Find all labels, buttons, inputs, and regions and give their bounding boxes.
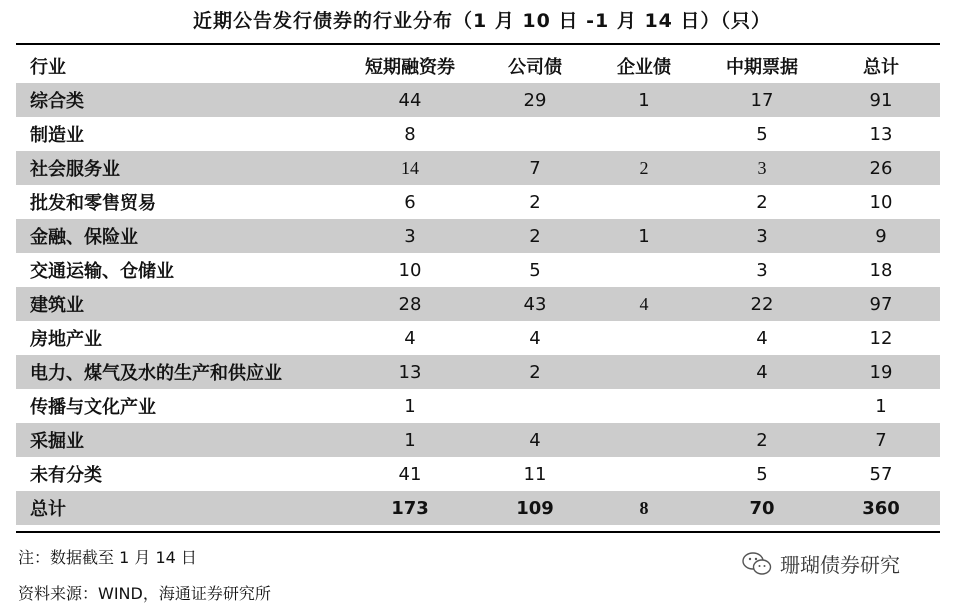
total-medium-term-notes: 70	[702, 491, 822, 525]
cell-short-term-notes: 4	[404, 327, 416, 349]
table-row	[16, 457, 940, 491]
cell-total: 10	[869, 191, 893, 213]
cell-enterprise-bonds	[586, 253, 702, 287]
cell-total: 9	[822, 219, 940, 253]
cell-short-term-notes: 6	[404, 191, 416, 213]
row-industry: 社会服务业	[16, 151, 336, 185]
cell-corporate-bonds: 2	[484, 219, 586, 253]
cell-total: 1	[875, 395, 887, 417]
table-row	[16, 219, 940, 253]
row-industry: 传播与文化产业	[30, 397, 156, 418]
cell-total: 12	[869, 327, 893, 349]
total-corporate-bonds: 109	[484, 491, 586, 525]
cell-total: 97	[822, 287, 940, 321]
cell-medium-term-notes: 2	[702, 423, 822, 457]
table-row	[16, 355, 940, 389]
total-total: 360	[822, 491, 940, 525]
cell-enterprise-bonds	[586, 355, 702, 389]
header-short-term-notes: 短期融资券	[365, 57, 455, 78]
cell-short-term-notes: 3	[336, 219, 484, 253]
cell-enterprise-bonds: 2	[586, 151, 702, 185]
row-industry: 采掘业	[16, 423, 336, 457]
cell-short-term-notes: 8	[404, 123, 416, 145]
total-short-term-notes: 173	[336, 491, 484, 525]
table-row	[16, 253, 940, 287]
watermark	[742, 549, 900, 578]
cell-short-term-notes: 1	[336, 423, 484, 457]
row-industry: 未有分类	[30, 465, 102, 486]
wechat-icon	[742, 551, 772, 577]
cell-corporate-bonds: 11	[523, 463, 547, 485]
row-industry: 综合类	[16, 83, 336, 117]
cell-enterprise-bonds	[586, 321, 702, 355]
cell-short-term-notes: 28	[336, 287, 484, 321]
cell-total: 13	[869, 123, 893, 145]
header-enterprise-bonds: 企业债	[617, 57, 671, 78]
cell-corporate-bonds	[484, 117, 586, 151]
footnote: 注：数据截至 1 月 14 日	[18, 548, 197, 567]
cell-corporate-bonds: 5	[529, 259, 541, 281]
row-industry: 金融、保险业	[16, 219, 336, 253]
cell-enterprise-bonds	[586, 389, 702, 423]
cell-corporate-bonds: 29	[484, 83, 586, 117]
table-row	[16, 151, 940, 185]
cell-total: 19	[822, 355, 940, 389]
cell-medium-term-notes: 3	[702, 151, 822, 185]
cell-total: 18	[869, 259, 893, 281]
cell-medium-term-notes: 3	[702, 219, 822, 253]
source-note: 资料来源：WIND，海通证券研究所	[18, 584, 271, 603]
cell-corporate-bonds: 7	[484, 151, 586, 185]
row-industry: 电力、煤气及水的生产和供应业	[16, 355, 336, 389]
top-rule	[16, 43, 940, 45]
cell-enterprise-bonds: 4	[586, 287, 702, 321]
table-row	[16, 321, 940, 355]
cell-corporate-bonds: 4	[529, 327, 541, 349]
table-title: 近期公告发行债券的行业分布（1 月 10 日 -1 月 14 日）（只）	[192, 10, 771, 32]
header-corporate-bonds: 公司债	[508, 57, 562, 78]
cell-corporate-bonds: 43	[484, 287, 586, 321]
cell-enterprise-bonds	[586, 457, 702, 491]
cell-short-term-notes: 44	[336, 83, 484, 117]
cell-short-term-notes: 13	[336, 355, 484, 389]
table-row	[16, 287, 940, 321]
header-total: 总计	[863, 57, 899, 78]
cell-medium-term-notes: 22	[702, 287, 822, 321]
cell-short-term-notes: 14	[336, 151, 484, 185]
cell-short-term-notes: 10	[398, 259, 422, 281]
table-row	[16, 83, 940, 117]
cell-medium-term-notes: 4	[702, 355, 822, 389]
cell-total: 57	[869, 463, 893, 485]
table-row	[16, 117, 940, 151]
total-enterprise-bonds: 8	[586, 491, 702, 525]
row-industry: 制造业	[30, 125, 84, 146]
cell-enterprise-bonds: 1	[586, 219, 702, 253]
cell-medium-term-notes: 4	[756, 327, 768, 349]
cell-corporate-bonds: 4	[484, 423, 586, 457]
total-label: 总计	[16, 491, 336, 525]
cell-corporate-bonds: 2	[529, 191, 541, 213]
cell-enterprise-bonds	[586, 117, 702, 151]
row-industry: 房地产业	[30, 329, 102, 350]
cell-medium-term-notes: 3	[756, 259, 768, 281]
cell-total: 91	[822, 83, 940, 117]
cell-enterprise-bonds: 1	[586, 83, 702, 117]
cell-short-term-notes: 41	[398, 463, 422, 485]
header-row	[16, 49, 940, 83]
cell-medium-term-notes: 5	[756, 123, 768, 145]
cell-corporate-bonds: 2	[484, 355, 586, 389]
header-industry: 行业	[30, 57, 66, 78]
watermark-text: 珊瑚债券研究	[780, 553, 900, 577]
row-industry: 建筑业	[16, 287, 336, 321]
cell-total: 26	[822, 151, 940, 185]
cell-enterprise-bonds	[586, 185, 702, 219]
cell-medium-term-notes: 17	[702, 83, 822, 117]
cell-corporate-bonds	[484, 389, 586, 423]
cell-medium-term-notes: 5	[756, 463, 768, 485]
cell-medium-term-notes	[702, 389, 822, 423]
table-row	[16, 389, 940, 423]
industry-table	[16, 49, 940, 525]
cell-enterprise-bonds	[586, 423, 702, 457]
cell-medium-term-notes: 2	[756, 191, 768, 213]
row-industry: 批发和零售贸易	[30, 193, 156, 214]
cell-short-term-notes: 1	[404, 395, 416, 417]
header-medium-term-notes: 中期票据	[726, 57, 798, 78]
table-row	[16, 423, 940, 457]
total-row	[16, 491, 940, 525]
bottom-rule	[16, 531, 940, 533]
row-industry: 交通运输、仓储业	[30, 261, 174, 282]
cell-total: 7	[822, 423, 940, 457]
table-row	[16, 185, 940, 219]
